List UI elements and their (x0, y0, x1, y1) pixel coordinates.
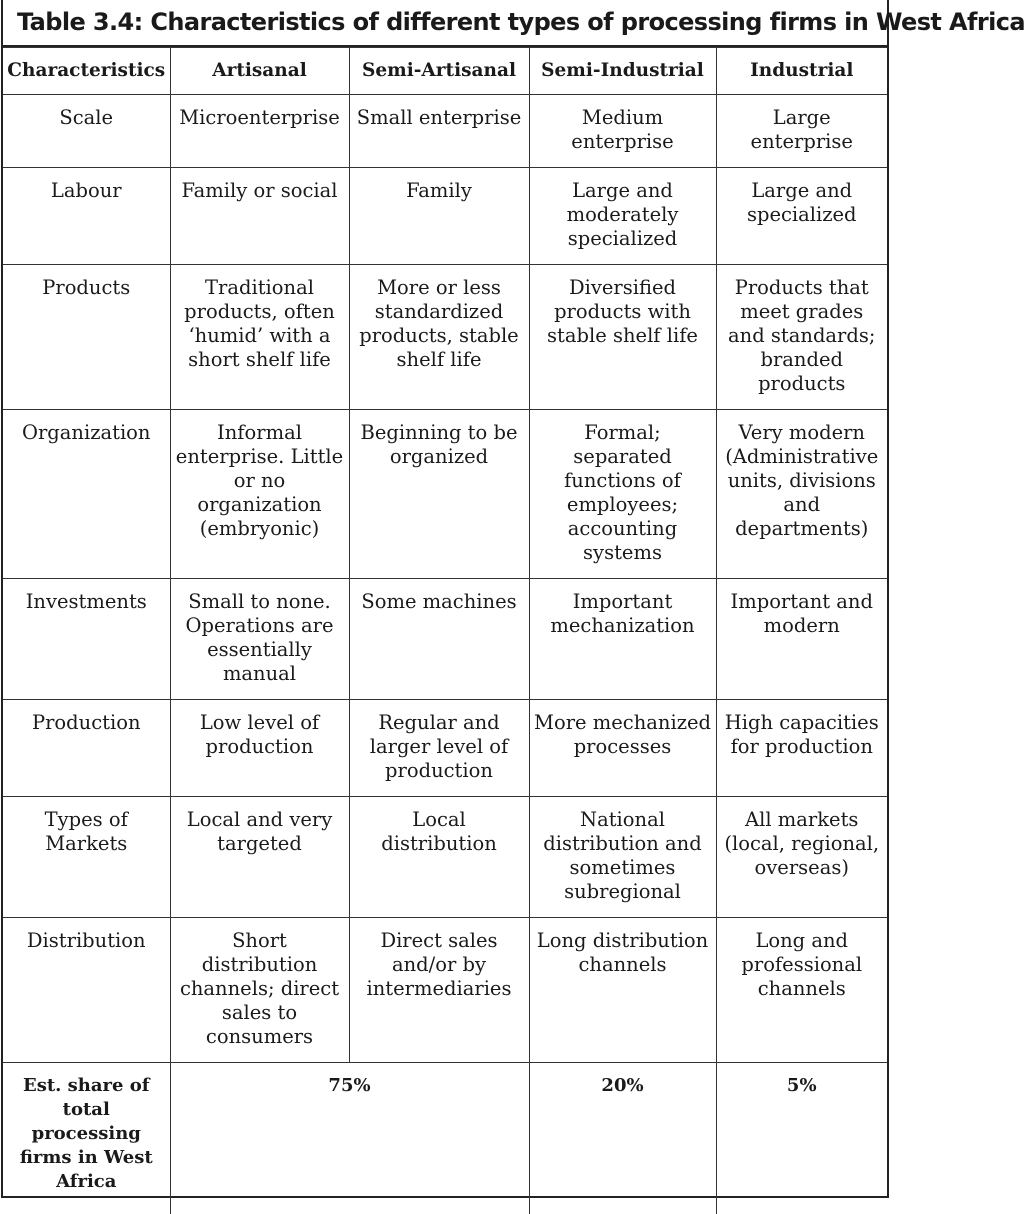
cell-industrial: High capacities for production (716, 700, 887, 797)
cell-semi-artisanal: Small enterprise (349, 95, 529, 168)
header-industrial: Industrial (716, 48, 887, 95)
cell-semi-industrial: Large and moderately specialized (529, 168, 716, 265)
share-row (3, 1063, 887, 1214)
cell-industrial: Important and modern (716, 579, 887, 700)
cell-artisanal: Local and very targeted (170, 797, 349, 918)
cell-artisanal: Low level of production (170, 700, 349, 797)
cell-semi-industrial: Medium enterprise (529, 95, 716, 168)
table-row (3, 579, 887, 700)
cell-semi-artisanal: Family (349, 168, 529, 265)
table-frame (1, 0, 889, 1198)
cell-artisanal: Small to none. Operations are essentially manual (170, 579, 349, 700)
table-row (3, 918, 887, 1063)
share-semi-industrial: 20% (529, 1063, 716, 1214)
table-row (3, 410, 887, 579)
cell-semi-artisanal: Beginning to be organized (349, 410, 529, 579)
share-industrial: 5% (716, 1063, 887, 1214)
cell-industrial: Products that meet grades and standards; branded products (716, 265, 887, 410)
table-row (3, 95, 887, 168)
row-label: Organization (3, 410, 170, 579)
share-label: Est. share of total processing firms in West Africa (3, 1063, 170, 1214)
table-row (3, 797, 887, 918)
cell-semi-industrial: More mechanized processes (529, 700, 716, 797)
characteristics-table (3, 47, 887, 1214)
cell-artisanal: Short distribution channels; direct sales to consumers (170, 918, 349, 1063)
cell-industrial: Very modern (Administrative units, divisions and departments) (716, 410, 887, 579)
header-artisanal: Artisanal (170, 48, 349, 95)
table-row (3, 168, 887, 265)
row-label: Labour (3, 168, 170, 265)
cell-artisanal: Traditional products, often ‘humid’ with a short shelf life (170, 265, 349, 410)
cell-semi-artisanal: Direct sales and/or by intermediaries (349, 918, 529, 1063)
table-row (3, 700, 887, 797)
header-semi-artisanal: Semi-Artisanal (349, 48, 529, 95)
cell-semi-industrial: Diversified products with stable shelf life (529, 265, 716, 410)
cell-semi-industrial: Formal; separated functions of employees; accounting systems (529, 410, 716, 579)
cell-industrial: All markets (local, regional, overseas) (716, 797, 887, 918)
cell-semi-industrial: Long distribution channels (529, 918, 716, 1063)
row-label: Investments (3, 579, 170, 700)
cell-industrial: Large enterprise (716, 95, 887, 168)
cell-semi-artisanal: Regular and larger level of production (349, 700, 529, 797)
cell-artisanal: Microenterprise (170, 95, 349, 168)
header-semi-industrial: Semi-Industrial (529, 48, 716, 95)
cell-artisanal: Family or social (170, 168, 349, 265)
table-row (3, 265, 887, 410)
cell-semi-artisanal: Some machines (349, 579, 529, 700)
header-row (3, 48, 887, 95)
header-characteristics: Characteristics (3, 48, 170, 95)
cell-semi-industrial: National distribution and sometimes subregional (529, 797, 716, 918)
cell-industrial: Long and professional channels (716, 918, 887, 1063)
share-artisanal-combined: 75% (170, 1063, 529, 1214)
cell-artisanal: Informal enterprise. Little or no organization (embryonic) (170, 410, 349, 579)
cell-industrial: Large and specialized (716, 168, 887, 265)
row-label: Products (3, 265, 170, 410)
cell-semi-artisanal: Local distribution (349, 797, 529, 918)
table-title: Table 3.4: Characteristics of different types of processing firms in West Africa (3, 0, 887, 47)
row-label: Scale (3, 95, 170, 168)
row-label: Production (3, 700, 170, 797)
row-label: Distribution (3, 918, 170, 1063)
row-label: Types of Markets (3, 797, 170, 918)
cell-semi-artisanal: More or less standardized products, stable shelf life (349, 265, 529, 410)
cell-semi-industrial: Important mechanization (529, 579, 716, 700)
